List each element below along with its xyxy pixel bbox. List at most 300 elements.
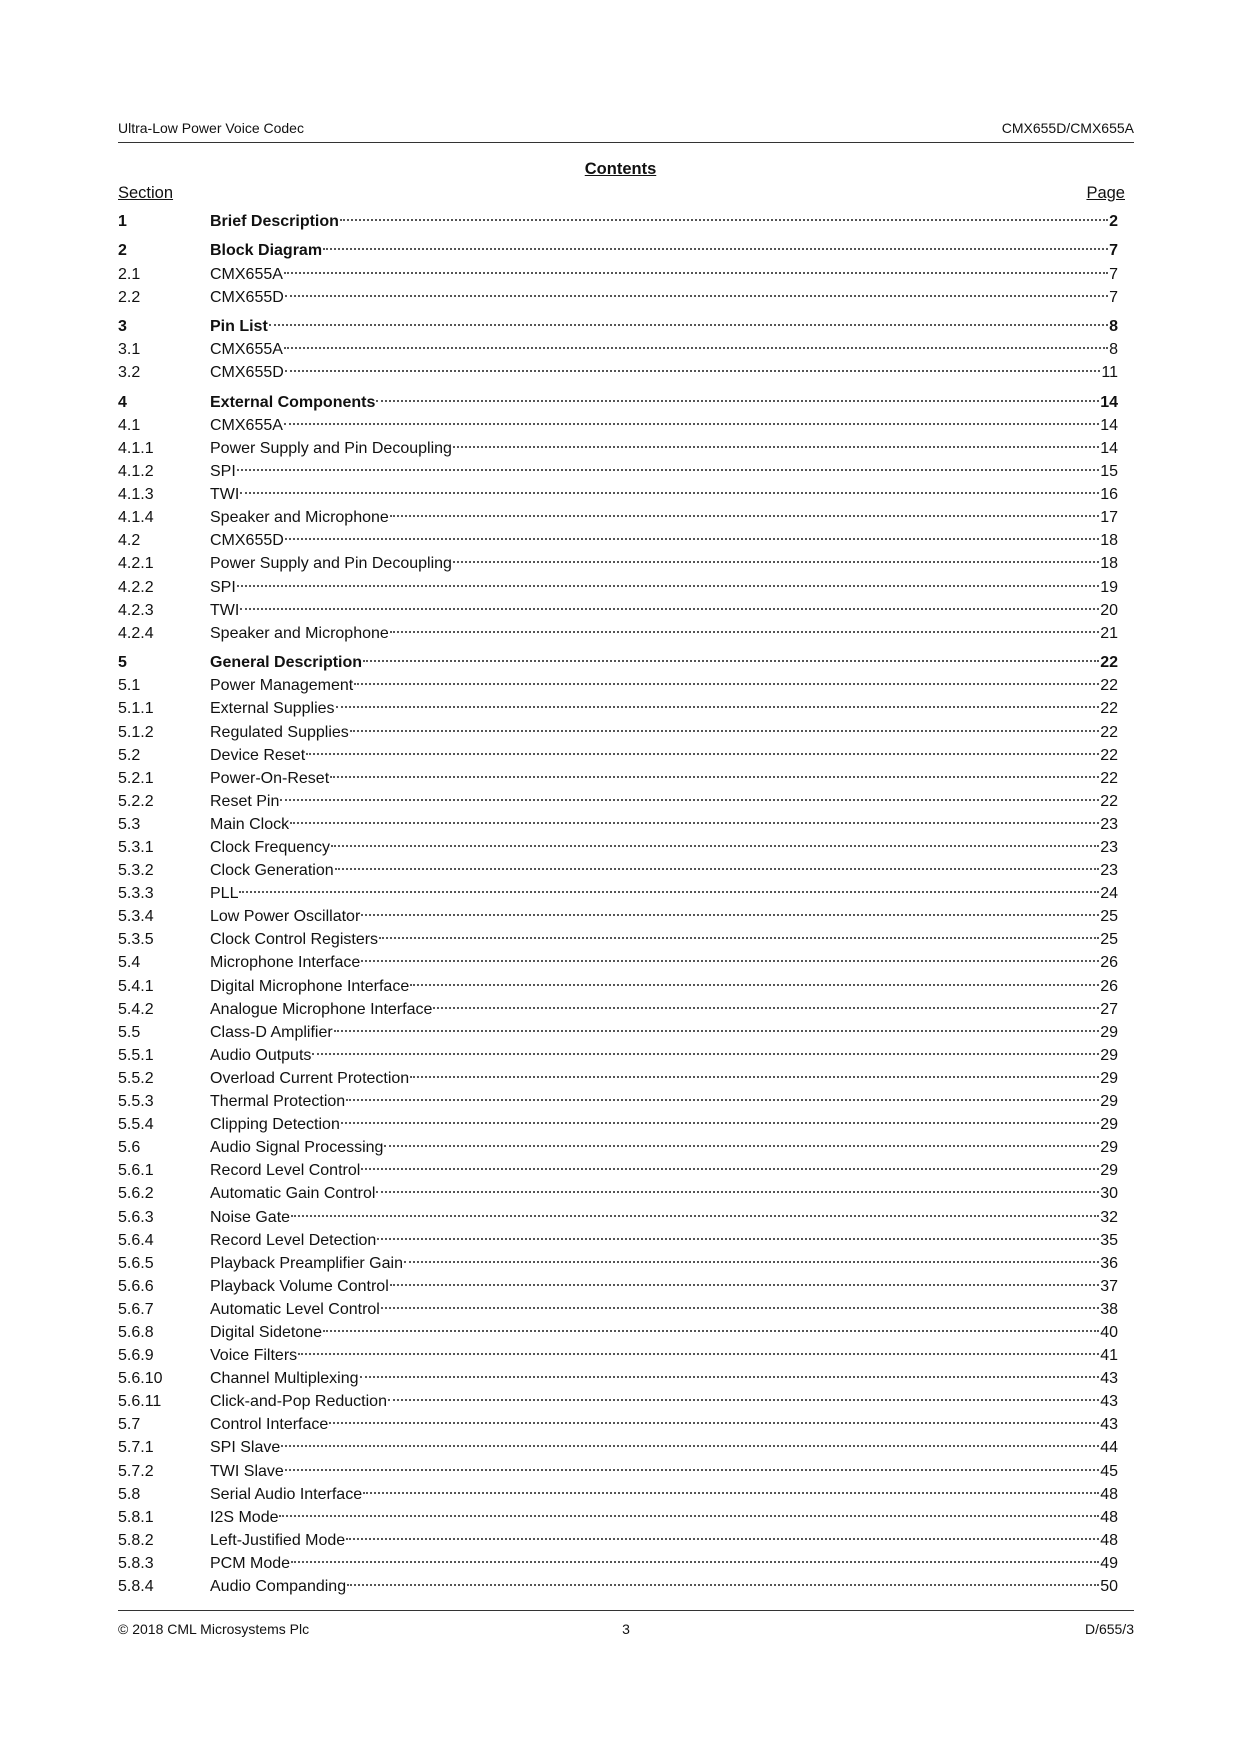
- toc-page-number: 32: [1100, 1208, 1118, 1226]
- toc-section-title: Speaker and Microphone: [210, 624, 389, 642]
- toc-section-number: 2: [118, 242, 127, 260]
- toc-section-title: PCM Mode: [210, 1554, 291, 1572]
- toc-dot-leader: [281, 1445, 1099, 1447]
- toc-entry[interactable]: [118, 1575, 1118, 1598]
- toc-page-number: 7: [1109, 242, 1118, 260]
- toc-entry[interactable]: [118, 813, 1118, 836]
- toc-entry[interactable]: [118, 1506, 1118, 1529]
- toc-entry[interactable]: [118, 651, 1118, 674]
- toc-entry-line: [210, 1206, 1118, 1229]
- toc-page-number: 41: [1100, 1347, 1118, 1365]
- toc-entry[interactable]: [118, 460, 1118, 483]
- toc-page-number: 14: [1100, 393, 1118, 411]
- toc-entry[interactable]: [118, 286, 1118, 309]
- toc-entry[interactable]: [118, 1113, 1118, 1136]
- toc-dot-leader: [279, 1515, 1099, 1517]
- toc-dot-leader: [237, 469, 1099, 471]
- toc-dot-leader: [335, 868, 1100, 870]
- toc-dot-leader: [379, 937, 1099, 939]
- toc-page-number: 15: [1100, 463, 1118, 481]
- toc-section-title: Clock Control Registers: [210, 931, 379, 949]
- toc-section-number: 5.5.2: [118, 1069, 154, 1087]
- toc-section-number: 5.5.3: [118, 1093, 154, 1111]
- toc-entry-line: [210, 697, 1118, 720]
- toc-section-number: 5.1.2: [118, 723, 154, 741]
- toc-page-number: 11: [1101, 364, 1118, 382]
- toc-dot-leader: [312, 1053, 1099, 1055]
- toc-section-number: 5: [118, 654, 127, 672]
- toc-entry-line: [210, 1182, 1118, 1205]
- toc-section-number: 5.6.3: [118, 1208, 154, 1226]
- toc-section-title: Thermal Protection: [210, 1093, 346, 1111]
- toc-entry[interactable]: [118, 859, 1118, 882]
- toc-page-number: 36: [1100, 1254, 1118, 1272]
- toc-dot-leader: [453, 561, 1099, 563]
- toc-page-number: 20: [1100, 601, 1118, 619]
- toc-section-title: TWI Slave: [210, 1462, 284, 1480]
- toc-section-number: 5.6.1: [118, 1162, 154, 1180]
- toc-dot-leader: [323, 248, 1108, 250]
- toc-entry[interactable]: [118, 1367, 1118, 1390]
- toc-dot-leader: [453, 446, 1099, 448]
- toc-entry-line: [210, 210, 1118, 233]
- toc-dot-leader: [350, 730, 1099, 732]
- toc-section-title: Class-D Amplifier: [210, 1023, 333, 1041]
- toc-entry[interactable]: [118, 998, 1118, 1021]
- toc-dot-leader: [363, 1492, 1099, 1494]
- toc-entry-line: [210, 767, 1118, 790]
- toc-section-title: Automatic Gain Control: [210, 1185, 376, 1203]
- toc-page-number: 23: [1100, 815, 1118, 833]
- toc-section-title: Regulated Supplies: [210, 723, 349, 741]
- toc-section-title: Audio Signal Processing: [210, 1139, 384, 1157]
- toc-section-number: 4.2.1: [118, 555, 154, 573]
- toc-section-number: 5.6.7: [118, 1300, 154, 1318]
- toc-section-number: 5.3.4: [118, 908, 154, 926]
- toc-page-number: 44: [1100, 1439, 1118, 1457]
- toc-section-title: PLL: [210, 885, 239, 903]
- toc-entry[interactable]: [118, 506, 1118, 529]
- toc-page-number: 22: [1100, 792, 1118, 810]
- toc-section-number: 2.1: [118, 265, 141, 283]
- toc-section-title: Overload Current Protection: [210, 1069, 410, 1087]
- toc-section-title: Channel Multiplexing: [210, 1370, 359, 1388]
- toc-page-number: 8: [1109, 318, 1118, 336]
- toc-section-title: Audio Companding: [210, 1578, 347, 1595]
- toc-section-number: 5.1: [118, 677, 141, 695]
- toc-dot-leader: [346, 1538, 1099, 1540]
- toc-entry[interactable]: [118, 790, 1118, 813]
- toc-entry-line: [210, 239, 1118, 262]
- toc-entry-line: [210, 1460, 1118, 1483]
- toc-page-number: 29: [1100, 1069, 1118, 1087]
- toc-entry[interactable]: [118, 529, 1118, 552]
- toc-entry[interactable]: [118, 1067, 1118, 1090]
- toc-dot-leader: [381, 1307, 1099, 1309]
- toc-section-title: Power Management: [210, 677, 354, 695]
- toc-section-title: CMX655D: [210, 364, 284, 382]
- toc-page-number: 7: [1109, 265, 1118, 283]
- toc-dot-leader: [361, 1168, 1099, 1170]
- toc-dot-leader: [331, 845, 1099, 847]
- footer-page-number: 3: [622, 1621, 630, 1637]
- toc-section-number: 5.6.6: [118, 1277, 154, 1295]
- toc-entry[interactable]: [118, 622, 1118, 645]
- toc-entry-line: [210, 813, 1118, 836]
- toc-dot-leader: [376, 400, 1099, 402]
- toc-dot-leader: [410, 1076, 1099, 1078]
- toc-page-number: 16: [1100, 486, 1118, 504]
- toc-dot-leader: [363, 660, 1099, 662]
- toc-dot-leader: [290, 822, 1099, 824]
- toc-entry[interactable]: [118, 1229, 1118, 1252]
- toc-page-number: 25: [1100, 908, 1118, 926]
- toc-section-number: 5.1.1: [118, 700, 154, 718]
- toc-section-number: 5.3: [118, 815, 141, 833]
- toc-entry-line: [210, 674, 1118, 697]
- toc-page-number: 45: [1100, 1462, 1118, 1480]
- toc-entry[interactable]: [118, 437, 1118, 460]
- toc-page-number: 22: [1100, 769, 1118, 787]
- toc-entry[interactable]: [118, 1136, 1118, 1159]
- toc-entry-line: [210, 1552, 1118, 1575]
- toc-dot-leader: [237, 585, 1099, 587]
- toc-page-number: 14: [1100, 416, 1118, 434]
- toc-page-number: 14: [1100, 440, 1118, 458]
- toc-section-number: 4.2: [118, 532, 141, 550]
- toc-section-number: 5.6.9: [118, 1347, 154, 1365]
- toc-page-number: 2: [1109, 213, 1118, 230]
- toc-entry[interactable]: [118, 576, 1118, 599]
- toc-entry-line: [210, 1067, 1118, 1090]
- toc-entry[interactable]: [118, 1206, 1118, 1229]
- toc-dot-leader: [240, 492, 1099, 494]
- toc-section-number: 5.3.3: [118, 885, 154, 903]
- contents-heading-text: Contents: [584, 160, 657, 178]
- toc-entry[interactable]: [118, 1159, 1118, 1182]
- toc-entry-line: [210, 1575, 1118, 1598]
- toc-dot-leader: [346, 1099, 1099, 1101]
- toc-entry-line: [210, 338, 1118, 361]
- toc-page-number: 48: [1100, 1531, 1118, 1549]
- toc-entry[interactable]: [118, 1344, 1118, 1367]
- toc-entry[interactable]: [118, 975, 1118, 998]
- toc-section-title: SPI Slave: [210, 1439, 281, 1457]
- toc-entry[interactable]: [118, 1413, 1118, 1436]
- toc-entry[interactable]: [118, 1275, 1118, 1298]
- toc-entry-line: [210, 1298, 1118, 1321]
- toc-dot-leader: [298, 1353, 1099, 1355]
- toc-entry[interactable]: [118, 315, 1118, 338]
- toc-section-title: Analogue Microphone Interface: [210, 1000, 433, 1018]
- toc-entry-line: [210, 286, 1118, 309]
- toc-entry[interactable]: [118, 1298, 1118, 1321]
- toc-entry[interactable]: [118, 1552, 1118, 1575]
- toc-entry-line: [210, 1344, 1118, 1367]
- toc-section-number: 4.1: [118, 416, 141, 434]
- toc-section-number: 5.5.1: [118, 1046, 154, 1064]
- toc-section-number: 4.1.2: [118, 463, 154, 481]
- toc-section-title: Clipping Detection: [210, 1116, 340, 1134]
- header-document-title: Ultra-Low Power Voice Codec: [118, 120, 304, 136]
- toc-entry-line: [210, 1252, 1118, 1275]
- toc-section-number: 5.6.11: [118, 1393, 162, 1411]
- toc-entry-line: [210, 1413, 1118, 1436]
- section-column-header: Section: [118, 184, 174, 202]
- toc-page-number: 40: [1100, 1323, 1118, 1341]
- toc-entry-line: [210, 437, 1118, 460]
- toc-entry[interactable]: [118, 263, 1118, 286]
- table-of-contents: [118, 210, 1118, 1598]
- toc-entry[interactable]: [118, 1390, 1118, 1413]
- toc-dot-leader: [284, 272, 1108, 274]
- toc-dot-leader: [306, 753, 1099, 755]
- toc-section-title: Playback Preamplifier Gain: [210, 1254, 403, 1272]
- toc-section-title: Record Level Detection: [210, 1231, 377, 1249]
- toc-section-number: 5.2: [118, 746, 141, 764]
- toc-section-title: Playback Volume Control: [210, 1277, 389, 1295]
- toc-entry[interactable]: [118, 414, 1118, 437]
- toc-entry-line: [210, 529, 1118, 552]
- toc-section-number: 5.3.1: [118, 839, 154, 856]
- toc-dot-leader: [285, 538, 1099, 540]
- toc-section-title: Power Supply and Pin Decoupling: [210, 440, 452, 458]
- toc-section-number: 4.2.3: [118, 601, 154, 619]
- toc-section-number: 5.3.2: [118, 862, 154, 880]
- toc-section-number: 4.1.4: [118, 509, 154, 527]
- toc-dot-leader: [329, 1422, 1099, 1424]
- toc-entry-line: [210, 506, 1118, 529]
- contents-heading: [0, 160, 1241, 179]
- page-header: [118, 118, 1134, 143]
- toc-page-number: 29: [1100, 1046, 1118, 1064]
- toc-entry[interactable]: [118, 905, 1118, 928]
- toc-section-number: 2.2: [118, 288, 141, 306]
- toc-dot-leader: [239, 891, 1099, 893]
- toc-section-title: Low Power Oscillator: [210, 908, 361, 926]
- toc-dot-leader: [388, 1399, 1099, 1401]
- toc-entry[interactable]: [118, 1321, 1118, 1344]
- toc-entry-line: [210, 1136, 1118, 1159]
- toc-entry[interactable]: [118, 1252, 1118, 1275]
- toc-entry-line: [210, 998, 1118, 1021]
- toc-section-title: Brief Description: [210, 213, 339, 230]
- toc-entry[interactable]: [118, 767, 1118, 790]
- toc-entry-line: [210, 622, 1118, 645]
- toc-page-number: 49: [1100, 1554, 1118, 1572]
- toc-page-number: 23: [1100, 839, 1118, 856]
- toc-entry[interactable]: [118, 361, 1118, 384]
- toc-section-title: External Supplies: [210, 700, 335, 718]
- toc-page-number: 22: [1100, 746, 1118, 764]
- toc-entry[interactable]: [118, 1483, 1118, 1506]
- toc-section-number: 5.2.2: [118, 792, 154, 810]
- toc-section-number: 4.2.2: [118, 578, 154, 596]
- toc-entry-line: [210, 859, 1118, 882]
- toc-entry-line: [210, 576, 1118, 599]
- toc-page-number: 21: [1100, 624, 1118, 642]
- toc-entry[interactable]: [118, 391, 1118, 414]
- toc-entry-line: [210, 905, 1118, 928]
- toc-entry[interactable]: [118, 836, 1118, 859]
- toc-dot-leader: [291, 1215, 1099, 1217]
- toc-entry-line: [210, 1113, 1118, 1136]
- toc-entry[interactable]: [118, 552, 1118, 575]
- toc-entry[interactable]: [118, 951, 1118, 974]
- toc-section-number: 5.4.2: [118, 1000, 154, 1018]
- toc-section-title: CMX655A: [210, 341, 283, 359]
- toc-entry[interactable]: [118, 1436, 1118, 1459]
- toc-page-number: 8: [1109, 341, 1118, 359]
- toc-section-number: 5.8.1: [118, 1508, 154, 1526]
- toc-page-number: 30: [1100, 1185, 1118, 1203]
- toc-page-number: 29: [1100, 1162, 1118, 1180]
- toc-entry[interactable]: [118, 1090, 1118, 1113]
- toc-entry-line: [210, 460, 1118, 483]
- toc-entry[interactable]: [118, 1460, 1118, 1483]
- toc-entry-line: [210, 315, 1118, 338]
- toc-dot-leader: [285, 295, 1108, 297]
- toc-entry-line: [210, 1159, 1118, 1182]
- page-column-header: Page: [1086, 184, 1125, 202]
- toc-page-number: 43: [1100, 1416, 1118, 1434]
- toc-dot-leader: [284, 347, 1108, 349]
- toc-page-number: 50: [1100, 1578, 1118, 1595]
- toc-dot-leader: [336, 706, 1100, 708]
- toc-dot-leader: [390, 1284, 1099, 1286]
- toc-page-number: 43: [1100, 1393, 1118, 1411]
- toc-entry-line: [210, 1529, 1118, 1552]
- toc-entry[interactable]: [118, 483, 1118, 506]
- toc-section-title: Microphone Interface: [210, 954, 361, 972]
- toc-dot-leader: [280, 799, 1099, 801]
- toc-section-title: Serial Audio Interface: [210, 1485, 363, 1503]
- toc-dot-leader: [341, 1122, 1099, 1124]
- toc-page-number: 23: [1100, 862, 1118, 880]
- toc-entry[interactable]: [118, 599, 1118, 622]
- toc-section-title: Device Reset: [210, 746, 306, 764]
- toc-page-number: 38: [1100, 1300, 1118, 1318]
- toc-page-number: 22: [1100, 654, 1118, 672]
- toc-dot-leader: [390, 515, 1099, 517]
- toc-section-title: Audio Outputs: [210, 1046, 312, 1064]
- toc-section-number: 5.7: [118, 1416, 141, 1434]
- toc-page-number: 27: [1100, 1000, 1118, 1018]
- toc-dot-leader: [284, 423, 1099, 425]
- toc-section-title: Main Clock: [210, 815, 290, 833]
- toc-section-number: 5.6.8: [118, 1323, 154, 1341]
- toc-section-number: 5.8.3: [118, 1554, 154, 1572]
- footer-document-id: D/655/3: [1084, 1621, 1134, 1637]
- toc-section-title: Reset Pin: [210, 792, 280, 810]
- toc-entry[interactable]: [118, 1044, 1118, 1067]
- toc-section-title: TWI: [210, 486, 240, 504]
- toc-entry[interactable]: [118, 1529, 1118, 1552]
- toc-entry-line: [210, 1229, 1118, 1252]
- toc-section-title: Speaker and Microphone: [210, 509, 389, 527]
- toc-section-title: General Description: [210, 654, 363, 672]
- toc-section-number: 5.3.5: [118, 931, 154, 949]
- toc-dot-leader: [361, 960, 1099, 962]
- toc-entry[interactable]: [118, 697, 1118, 720]
- toc-page-number: 22: [1100, 723, 1118, 741]
- toc-dot-leader: [354, 683, 1099, 685]
- toc-entry[interactable]: [118, 1021, 1118, 1044]
- toc-section-title: I2S Mode: [210, 1508, 279, 1526]
- toc-section-number: 5.4.1: [118, 977, 154, 995]
- toc-page-number: 24: [1100, 885, 1118, 903]
- toc-page-number: 18: [1100, 555, 1118, 573]
- toc-section-number: 4: [118, 393, 127, 411]
- toc-entry-line: [210, 836, 1118, 859]
- toc-dot-leader: [404, 1261, 1099, 1263]
- toc-page-number: 29: [1100, 1139, 1118, 1157]
- toc-entry-line: [210, 790, 1118, 813]
- toc-entry[interactable]: [118, 674, 1118, 697]
- toc-entry-line: [210, 1367, 1118, 1390]
- toc-page-number: 19: [1100, 578, 1118, 596]
- toc-section-number: 5.6.10: [118, 1370, 163, 1388]
- toc-entry-line: [210, 721, 1118, 744]
- toc-section-title: Clock Generation: [210, 862, 334, 880]
- toc-section-number: 5.6.4: [118, 1231, 154, 1249]
- toc-dot-leader: [390, 631, 1099, 633]
- toc-section-title: Automatic Level Control: [210, 1300, 380, 1318]
- toc-section-title: SPI: [210, 463, 236, 481]
- toc-entry[interactable]: [118, 721, 1118, 744]
- toc-dot-leader: [285, 370, 1101, 372]
- toc-section-number: 3.1: [118, 341, 141, 359]
- toc-section-number: 3.2: [118, 364, 141, 382]
- toc-section-title: Power Supply and Pin Decoupling: [210, 555, 452, 573]
- toc-entry[interactable]: [118, 882, 1118, 905]
- toc-section-title: Block Diagram: [210, 242, 323, 260]
- toc-entry-line: [210, 263, 1118, 286]
- toc-section-title: SPI: [210, 578, 236, 596]
- toc-section-title: Record Level Control: [210, 1162, 361, 1180]
- toc-section-number: 5.7.2: [118, 1462, 154, 1480]
- toc-dot-leader: [340, 219, 1108, 221]
- toc-entry-line: [210, 414, 1118, 437]
- toc-section-number: 5.8.4: [118, 1578, 154, 1595]
- toc-section-number: 5.4: [118, 954, 141, 972]
- toc-dot-leader: [410, 984, 1099, 986]
- footer-copyright: © 2018 CML Microsystems Plc: [118, 1621, 310, 1637]
- toc-entry[interactable]: [118, 744, 1118, 767]
- toc-section-title: External Components: [210, 393, 376, 411]
- toc-entry[interactable]: [118, 239, 1118, 262]
- toc-page-number: 17: [1100, 509, 1118, 527]
- toc-page-number: 26: [1100, 954, 1118, 972]
- toc-entry-line: [210, 744, 1118, 767]
- toc-page-number: 48: [1100, 1485, 1118, 1503]
- toc-entry-line: [210, 1021, 1118, 1044]
- toc-entry[interactable]: [118, 210, 1118, 233]
- toc-entry[interactable]: [118, 1182, 1118, 1205]
- toc-dot-leader: [377, 1238, 1099, 1240]
- toc-entry[interactable]: [118, 928, 1118, 951]
- toc-section-number: 1: [118, 213, 127, 230]
- toc-section-number: 4.1.1: [118, 440, 154, 458]
- toc-section-title: Digital Microphone Interface: [210, 977, 410, 995]
- page-footer: [118, 1610, 1134, 1641]
- toc-section-title: CMX655A: [210, 265, 283, 283]
- toc-section-title: Digital Sidetone: [210, 1323, 323, 1341]
- toc-entry[interactable]: [118, 338, 1118, 361]
- toc-entry-line: [210, 599, 1118, 622]
- toc-dot-leader: [347, 1584, 1099, 1586]
- toc-page-number: 35: [1100, 1231, 1118, 1249]
